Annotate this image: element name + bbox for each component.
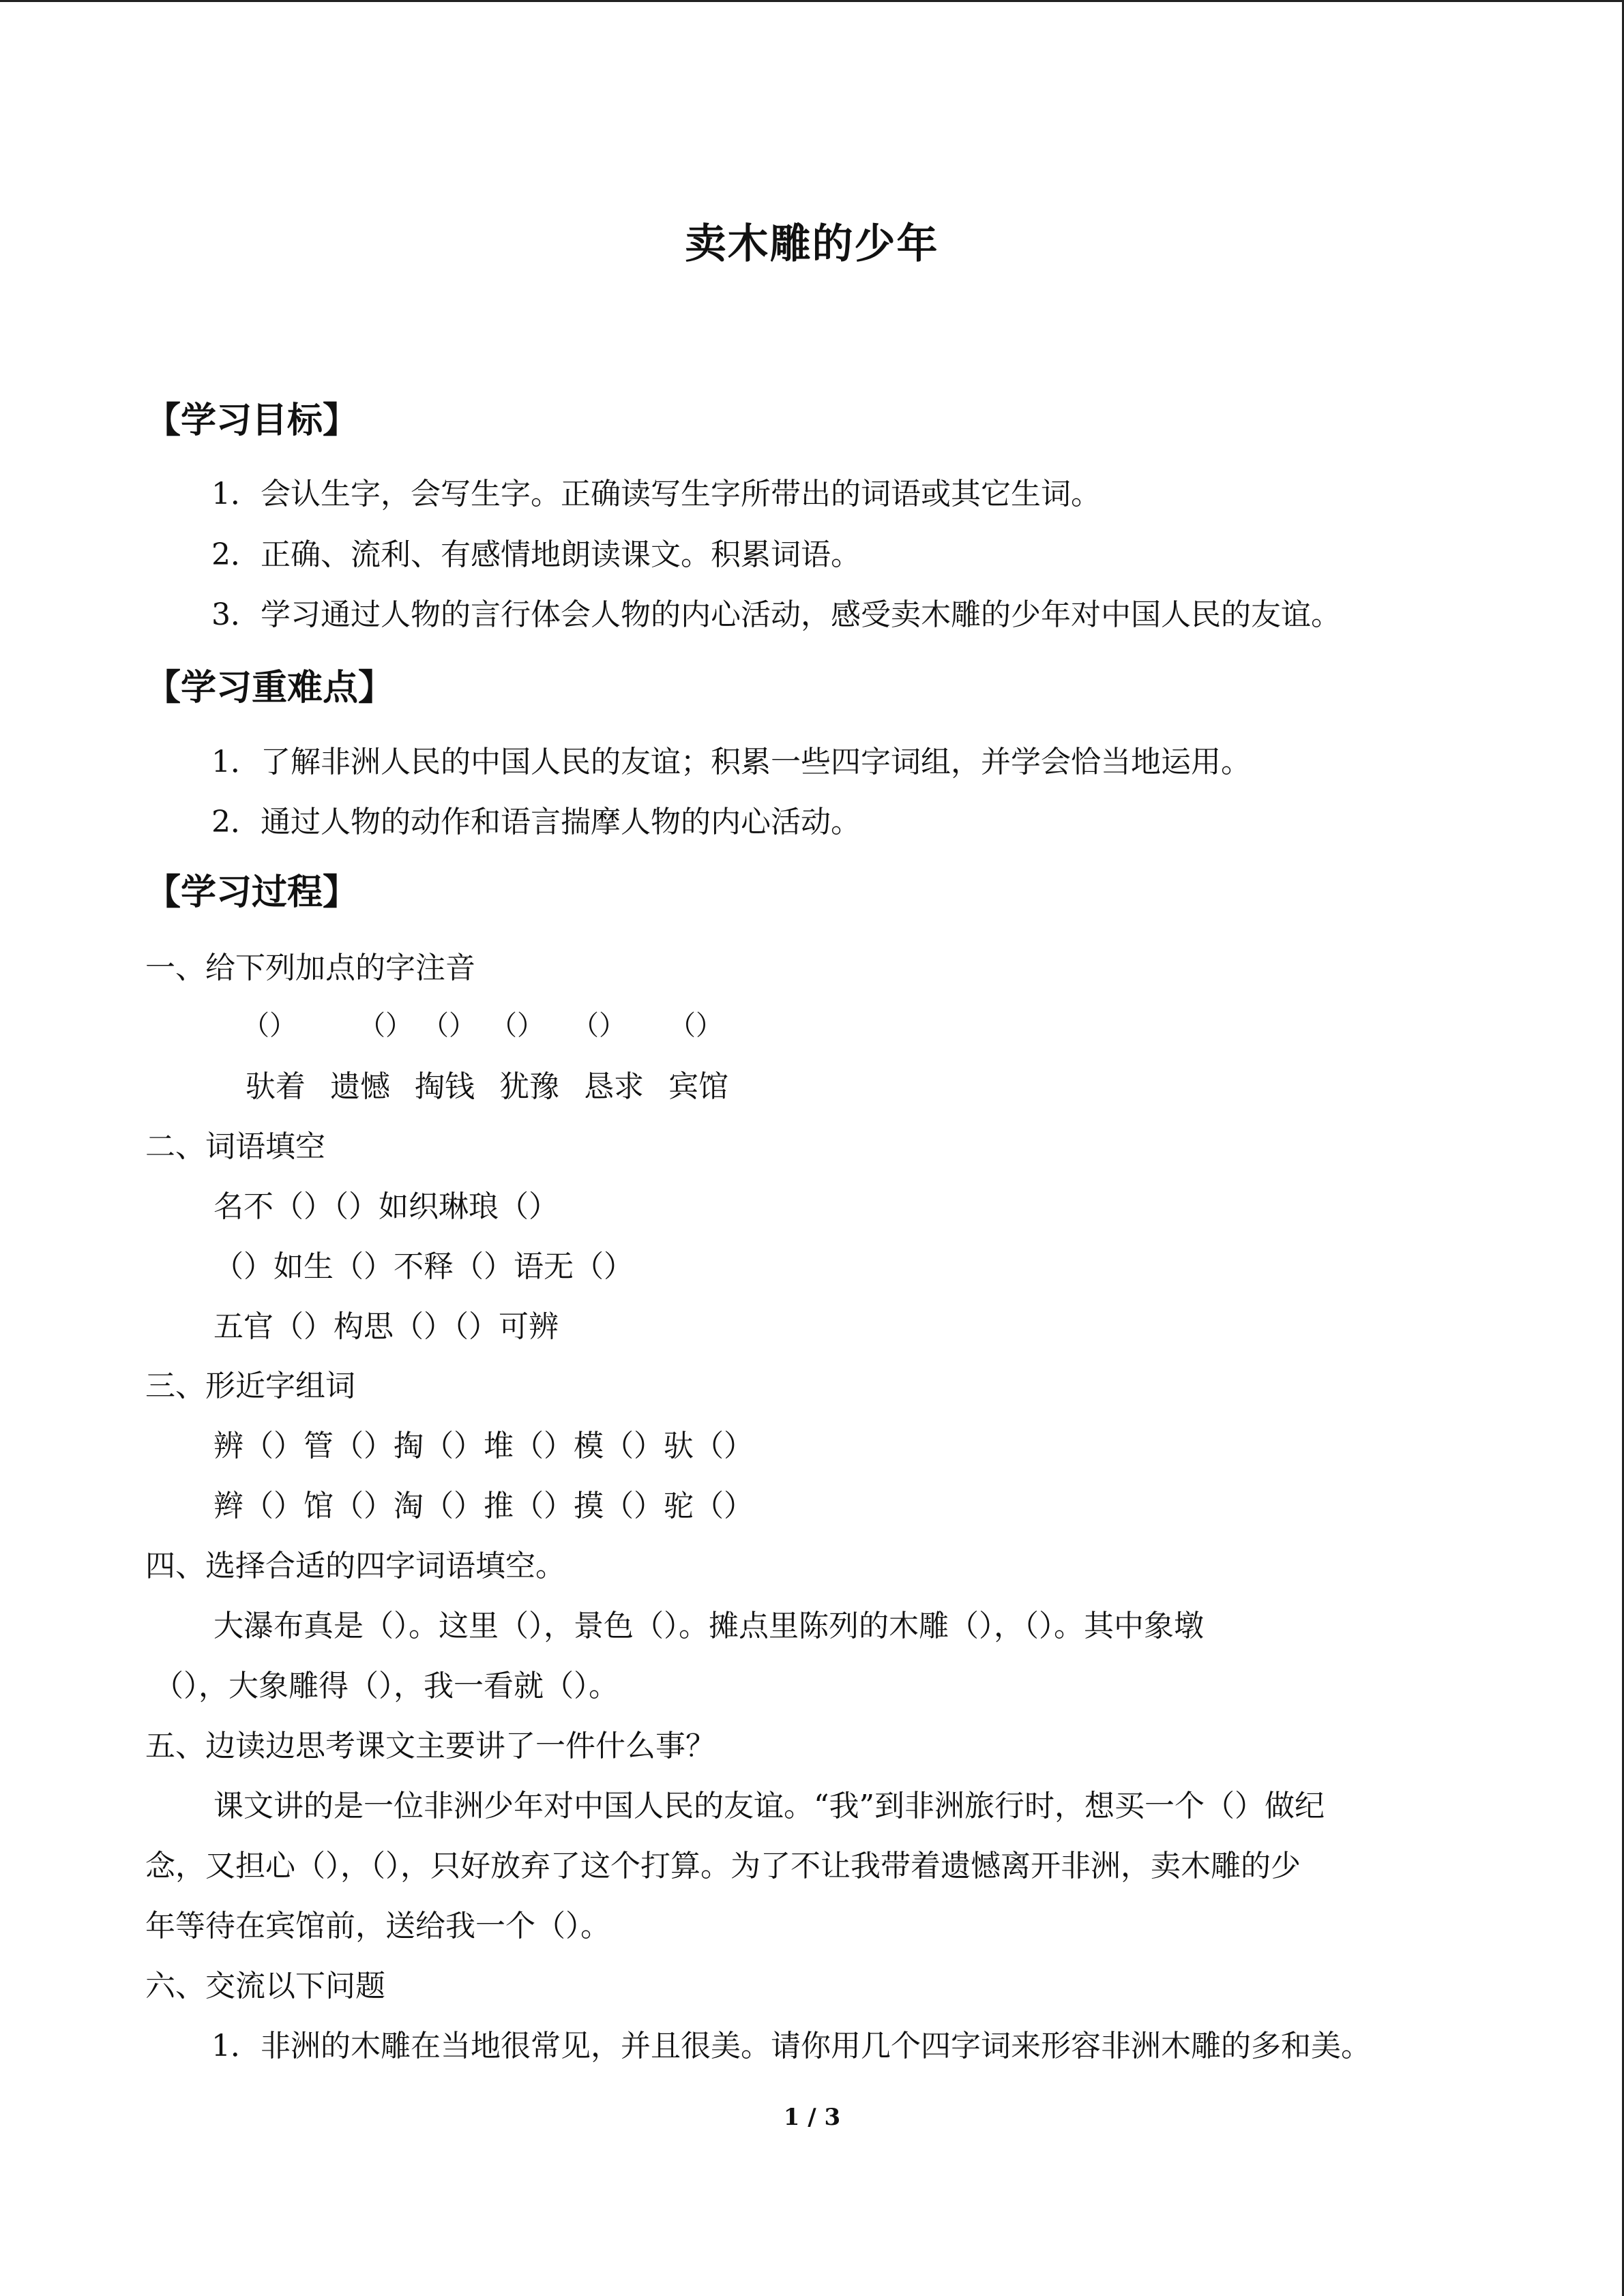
idiom-fill-line-2: （），大象雕得（），我一看就（）。 bbox=[153, 1669, 619, 1703]
pinyin-bracket: （） bbox=[490, 1010, 544, 1041]
key-point-1: 1．了解非洲人民的中国人民的友谊；积累一些四字词组，并学会恰当地运用。 bbox=[211, 745, 1251, 779]
section-heading-process: 【学习过程】 bbox=[145, 872, 359, 913]
pinyin-word-row bbox=[246, 1069, 743, 1104]
summary-line-1: 课文讲的是一位非洲少年对中国人民的友谊。“我”到非洲旅行时，想买一个（）做纪 bbox=[213, 1789, 1325, 1823]
question-5-title: 五、边读边思考课文主要讲了一件什么事？ bbox=[145, 1729, 715, 1763]
idiom-fill-line-1: 大瀑布真是（）。这里（），景色（）。摊点里陈列的木雕（），（）。其中象墩 bbox=[213, 1609, 1204, 1643]
section-heading-key-points: 【学习重难点】 bbox=[145, 668, 394, 709]
page-border-top bbox=[0, 0, 1624, 2]
document-title: 卖木雕的少年 bbox=[685, 220, 939, 268]
section-heading-goals: 【学习目标】 bbox=[145, 400, 359, 441]
question-4-title: 四、选择合适的四字词语填空。 bbox=[145, 1549, 565, 1583]
key-point-2: 2．通过人物的动作和语言揣摩人物的内心活动。 bbox=[211, 805, 861, 839]
vocab-word: 恳求 bbox=[584, 1069, 644, 1104]
fill-line-1: 名不（）（）如织琳琅（） bbox=[213, 1189, 559, 1224]
goal-item-3: 3．学习通过人物的言行体会人物的内心活动，感受卖木雕的少年对中国人民的友谊。 bbox=[211, 597, 1341, 632]
pinyin-bracket: （） bbox=[572, 1010, 626, 1041]
discussion-item-1: 1．非洲的木雕在当地很常见，并且很美。请你用几个四字词来形容非洲木雕的多和美。 bbox=[211, 2029, 1371, 2063]
pinyin-bracket: （） bbox=[668, 1010, 723, 1041]
page-number: 1 / 3 bbox=[783, 2104, 841, 2131]
question-1-title: 一、给下列加点的字注音 bbox=[145, 951, 475, 985]
fill-line-3: 五官（）构思（）（）可辨 bbox=[213, 1309, 559, 1344]
goal-item-1: 1．会认生字，会写生字。正确读写生字所带出的词语或其它生词。 bbox=[211, 477, 1101, 511]
pinyin-bracket: （） bbox=[358, 1010, 413, 1041]
vocab-word: 犹豫 bbox=[499, 1069, 559, 1104]
pinyin-bracket: （） bbox=[422, 1010, 476, 1041]
vocab-word: 驮着 bbox=[246, 1069, 306, 1104]
fill-line-2: （）如生（）不释（）语无（） bbox=[213, 1249, 634, 1284]
similar-char-line-2: 辫（）馆（）淘（）推（）摸（）驼（） bbox=[213, 1489, 754, 1523]
vocab-word: 掏钱 bbox=[415, 1069, 475, 1104]
summary-line-3: 年等待在宾馆前，送给我一个（）。 bbox=[145, 1909, 610, 1943]
vocab-word: 遗憾 bbox=[330, 1069, 390, 1104]
vocab-word: 宾馆 bbox=[668, 1069, 728, 1104]
pinyin-bracket: （） bbox=[242, 1010, 297, 1041]
question-6-title: 六、交流以下问题 bbox=[145, 1969, 385, 2003]
pinyin-bracket-row bbox=[0, 1012, 1624, 1043]
question-3-title: 三、形近字组词 bbox=[145, 1369, 355, 1403]
similar-char-line-1: 辨（）管（）掏（）堆（）模（）驮（） bbox=[213, 1429, 754, 1463]
summary-line-2: 念，又担心（），（），只好放弃了这个打算。为了不让我带着遗憾离开非洲，卖木雕的少 bbox=[145, 1849, 1301, 1883]
goal-item-2: 2．正确、流利、有感情地朗读课文。积累词语。 bbox=[211, 537, 861, 572]
question-2-title: 二、词语填空 bbox=[145, 1129, 325, 1164]
